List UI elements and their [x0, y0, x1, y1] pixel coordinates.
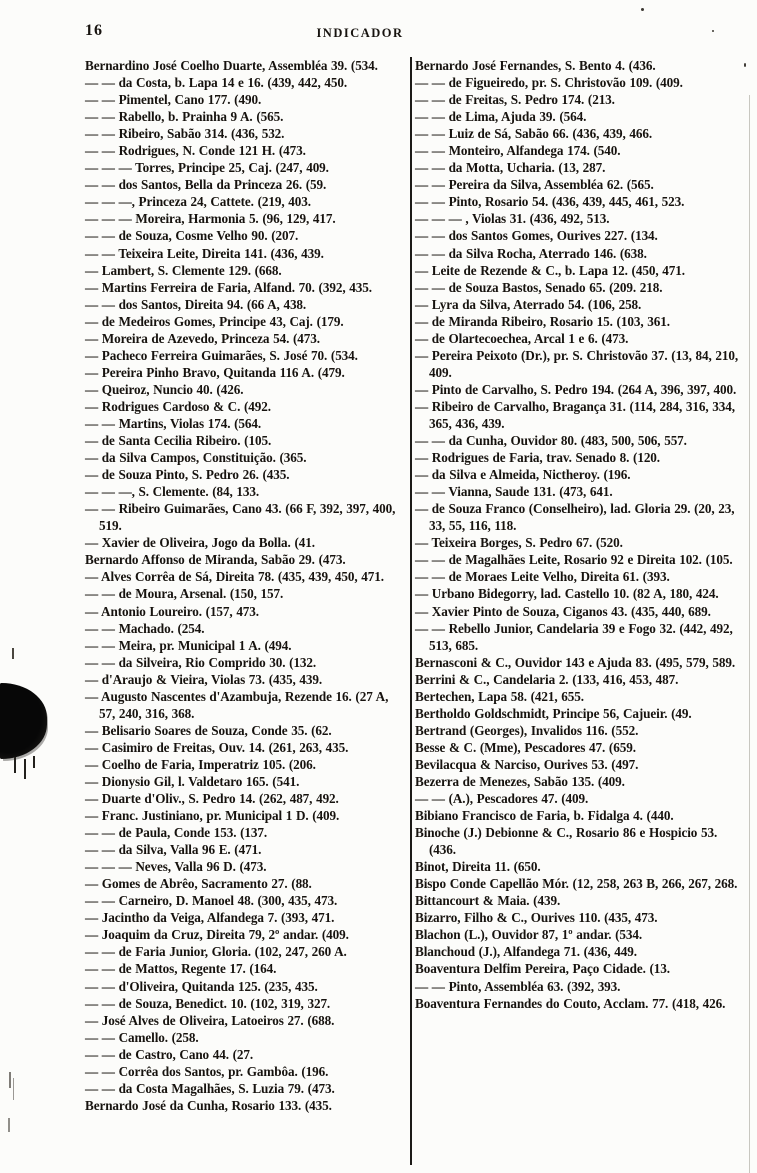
index-entry: — — d'Oliveira, Quitanda 125. (235, 435.: [85, 978, 318, 994]
index-entry: — Ribeiro de Carvalho, Bragança 31. (114, 284, 316, 334, 365, 436, 439.: [415, 398, 735, 431]
index-entry: — — Carneiro, D. Manoel 48. (300, 435, 473.: [85, 893, 338, 909]
index-entry: — — Pinto, Rosario 54. (436, 439, 445, 461, 523.: [415, 194, 685, 210]
index-entry: — de Olartecoechea, Arcal 1 e 6. (473.: [415, 330, 629, 346]
index-entry: — — de Lima, Ajuda 39. (564.: [415, 109, 587, 125]
index-entry: — — dos Santos, Bella da Princeza 26. (59.: [85, 177, 327, 193]
index-entry: Blachon (L.), Ouvidor 87, 1º andar. (534.: [415, 927, 643, 943]
index-entry: — de Medeiros Gomes, Principe 43, Caj. (179.: [85, 313, 344, 329]
index-entry: — Xavier de Oliveira, Jogo da Bolla. (41.: [85, 535, 315, 551]
index-entry: — Casimiro de Freitas, Ouv. 14. (261, 263, 435.: [85, 739, 349, 755]
index-entry: — Dionysio Gil, l. Valdetaro 165. (541.: [85, 773, 300, 789]
index-entry: — da Silva Campos, Constituição. (365.: [85, 450, 307, 466]
index-entry: — — Ribeiro, Sabão 314. (436, 532.: [85, 126, 285, 142]
index-entry: — Belisario Soares de Souza, Conde 35. (62.: [85, 722, 332, 738]
index-entry: Bispo Conde Capellão Mór. (12, 258, 263 B, 266, 267, 268.: [415, 876, 738, 892]
index-entry: — — Camello. (258.: [85, 1029, 199, 1045]
index-column-left: [85, 57, 407, 1165]
margin-mark: [8, 1118, 10, 1132]
index-entry: — Rodrigues de Faria, trav. Senado 8. (120.: [415, 450, 660, 466]
index-entry: — Augusto Nascentes d'Azambuja, Rezende 16. (27 A, 57, 240, 316, 368.: [85, 688, 389, 721]
index-entry: — de Santa Cecilia Ribeiro. (105.: [85, 433, 272, 449]
index-entry: — Urbano Bidegorry, lad. Castello 10. (82 A, 180, 424.: [415, 586, 719, 602]
index-entry: — — Vianna, Saude 131. (473, 641.: [415, 484, 613, 500]
index-entry: — Lyra da Silva, Aterrado 54. (106, 258.: [415, 296, 642, 312]
page-title: INDICADOR: [316, 26, 404, 40]
index-entry: — — de Moraes Leite Velho, Direita 61. (393.: [415, 569, 670, 585]
margin-mark: [9, 1072, 11, 1088]
index-column-right: [415, 57, 745, 1165]
index-entry: — — —, S. Clemente. (84, 133.: [85, 484, 260, 500]
index-entry: — — — Torres, Principe 25, Caj. (247, 409.: [85, 160, 329, 176]
index-entry: Bernardo José da Cunha, Rosario 133. (435.: [85, 1097, 332, 1113]
index-entry: — — de Paula, Conde 153. (137.: [85, 825, 268, 841]
index-entry: — José Alves de Oliveira, Latoeiros 27. (688.: [85, 1012, 335, 1028]
index-entry: — — de Faria Junior, Gloria. (102, 247, 260 A.: [85, 944, 347, 960]
index-entry: — — da Motta, Ucharia. (13, 287.: [415, 160, 606, 176]
index-entry: Bertholdo Goldschmidt, Principe 56, Cajueir. (49.: [415, 705, 692, 721]
index-entry: — — Pinto, Assembléa 63. (392, 393.: [415, 978, 621, 994]
index-entry: — Coelho de Faria, Imperatriz 105. (206.: [85, 756, 316, 772]
index-entry: — de Souza Franco (Conselheiro), lad. Gloria 29. (20, 23, 33, 55, 116, 118.: [415, 501, 735, 534]
index-entry: Bernardo José Fernandes, S. Bento 4. (436.: [415, 58, 656, 73]
ink-streak: [24, 759, 26, 779]
index-entry: — d'Araujo & Vieira, Violas 73. (435, 439.: [85, 671, 323, 687]
index-entry: — — dos Santos Gomes, Ourives 227. (134.: [415, 228, 658, 244]
index-entry: — — Monteiro, Alfandega 174. (540.: [415, 143, 621, 159]
index-entry: Boaventura Delfim Pereira, Paço Cidade. (13.: [415, 961, 670, 977]
index-entry: — — da Costa Magalhães, S. Luzia 79. (473.: [85, 1080, 335, 1096]
index-entry: — — — Moreira, Harmonia 5. (96, 129, 417.: [85, 211, 336, 227]
index-entry: — Franc. Justiniano, pr. Municipal 1 D. (409.: [85, 808, 340, 824]
index-entry: — — da Silveira, Rio Comprido 30. (132.: [85, 654, 317, 670]
index-entry: — — de Castro, Cano 44. (27.: [85, 1046, 254, 1062]
index-entry: Bizarro, Filho & C., Ourives 110. (435, 473.: [415, 910, 658, 926]
index-entry: — da Silva e Almeida, Nictheroy. (196.: [415, 467, 631, 483]
ink-smudge: [0, 683, 47, 759]
index-entry: — Pacheco Ferreira Guimarães, S. José 70. (534.: [85, 347, 358, 363]
column-divider-rule: [410, 57, 412, 1165]
index-entry: — — de Souza, Benedict. 10. (102, 319, 327.: [85, 995, 331, 1011]
index-entry: — — de Moura, Arsenal. (150, 157.: [85, 586, 284, 602]
index-entry: Bittancourt & Maia. (439.: [415, 893, 561, 909]
index-entry: — Queiroz, Nuncio 40. (426.: [85, 381, 244, 397]
index-entry: — — Teixeira Leite, Direita 141. (436, 439.: [85, 245, 324, 261]
index-entry: — — de Mattos, Regente 17. (164.: [85, 961, 277, 977]
page-number: 16: [85, 22, 103, 39]
index-entry: Bevilacqua & Narciso, Ourives 53. (497.: [415, 756, 639, 772]
index-entry: — — de Figueiredo, pr. S. Christovão 109. (409.: [415, 75, 683, 91]
index-entry: — — Pimentel, Cano 177. (490.: [85, 92, 262, 108]
index-entry: — — Rebello Junior, Candelaria 39 e Fogo 32. (442, 492, 513, 685.: [415, 620, 733, 653]
index-entry: — — Ribeiro Guimarães, Cano 43. (66 F, 392, 397, 400, 519.: [85, 501, 396, 534]
scan-speck: [744, 63, 746, 67]
index-entry: — — da Costa, b. Lapa 14 e 16. (439, 442, 450.: [85, 75, 348, 91]
page-edge-line: [749, 95, 750, 1173]
index-entry: — Gomes de Abrêo, Sacramento 27. (88.: [85, 876, 312, 892]
index-entry: — Leite de Rezende & C., b. Lapa 12. (450, 471.: [415, 262, 685, 278]
index-entry: — — Rabello, b. Prainha 9 A. (565.: [85, 109, 284, 125]
index-entry: Boaventura Fernandes do Couto, Acclam. 77. (418, 426.: [415, 995, 726, 1011]
index-entry: — Teixeira Borges, S. Pedro 67. (520.: [415, 535, 623, 551]
index-entry: Binoche (J.) Debionne & C., Rosario 86 e Hospicio 53. (436.: [415, 825, 718, 858]
scan-speck: [712, 30, 714, 32]
index-entry: — — —, Princeza 24, Cattete. (219, 403.: [85, 194, 311, 210]
margin-mark: [12, 648, 14, 659]
index-entry: Bertechen, Lapa 58. (421, 655.: [415, 688, 584, 704]
index-entry: — — Luiz de Sá, Sabão 66. (436, 439, 466.: [415, 126, 653, 142]
index-entry: — de Souza Pinto, S. Pedro 26. (435.: [85, 467, 290, 483]
index-entry: — — — Neves, Valla 96 D. (473.: [85, 859, 267, 875]
index-entry: — — de Magalhães Leite, Rosario 92 e Direita 102. (105.: [415, 552, 733, 568]
index-entry: — Pinto de Carvalho, S. Pedro 194. (264 A, 396, 397, 400.: [415, 381, 737, 397]
index-body: [85, 57, 747, 1165]
index-entry: — — de Freitas, S. Pedro 174. (213.: [415, 92, 615, 108]
index-entry: — — dos Santos, Direita 94. (66 A, 438.: [85, 296, 307, 312]
index-entry: — — — , Violas 31. (436, 492, 513.: [415, 211, 610, 227]
index-entry: — — da Silva, Valla 96 E. (471.: [85, 842, 262, 858]
index-entry: — Antonio Loureiro. (157, 473.: [85, 603, 259, 619]
index-entry: Berrini & C., Candelaria 2. (133, 416, 453, 487.: [415, 671, 679, 687]
index-entry: — — Meira, pr. Municipal 1 A. (494.: [85, 637, 292, 653]
index-entry: — Joaquim da Cruz, Direita 79, 2º andar. (409.: [85, 927, 349, 943]
index-entry: — — Rodrigues, N. Conde 121 H. (473.: [85, 143, 306, 159]
ink-streak: [14, 757, 16, 773]
index-entry: — de Miranda Ribeiro, Rosario 15. (103, 361.: [415, 313, 670, 329]
scan-speck: [641, 8, 644, 11]
index-entry: — Duarte d'Oliv., S. Pedro 14. (262, 487, 492.: [85, 791, 339, 807]
index-entry: Bernardino José Coelho Duarte, Assembléa 39. (534.: [85, 58, 378, 73]
index-entry: — Alves Corrêa de Sá, Direita 78. (435, 439, 450, 471.: [85, 569, 384, 585]
index-entry: — Xavier Pinto de Souza, Ciganos 43. (435, 440, 689.: [415, 603, 711, 619]
index-entry: — — Pereira da Silva, Assembléa 62. (565.: [415, 177, 654, 193]
index-entry: Blanchoud (J.), Alfandega 71. (436, 449.: [415, 944, 637, 960]
ink-streak: [33, 756, 35, 768]
index-entry: — — Machado. (254.: [85, 620, 205, 636]
index-entry: — Martins Ferreira de Faria, Alfand. 70. (392, 435.: [85, 279, 372, 295]
margin-mark: [13, 1078, 14, 1100]
index-entry: Besse & C. (Mme), Pescadores 47. (659.: [415, 739, 636, 755]
index-entry: — — de Souza, Cosme Velho 90. (207.: [85, 228, 299, 244]
index-entry: — — Martins, Violas 174. (564.: [85, 415, 262, 431]
index-entry: — Lambert, S. Clemente 129. (668.: [85, 262, 282, 278]
index-entry: — — da Cunha, Ouvidor 80. (483, 500, 506, 557.: [415, 433, 687, 449]
index-entry: — Pereira Peixoto (Dr.), pr. S. Christovão 37. (13, 84, 210, 409.: [415, 347, 739, 380]
index-entry: — — (A.), Pescadores 47. (409.: [415, 791, 589, 807]
index-entry: Bibiano Francisco de Faria, b. Fidalga 4. (440.: [415, 808, 674, 824]
index-entry: Bernasconi & C., Ouvidor 143 e Ajuda 83. (495, 579, 589.: [415, 654, 736, 670]
index-entry: — — Corrêa dos Santos, pr. Gambôa. (196.: [85, 1063, 329, 1079]
index-entry: Bezerra de Menezes, Sabão 135. (409.: [415, 773, 625, 789]
index-entry: — Pereira Pinho Bravo, Quitanda 116 A. (479.: [85, 364, 345, 380]
index-entry: — Moreira de Azevedo, Princeza 54. (473.: [85, 330, 320, 346]
index-entry: — Rodrigues Cardoso & C. (492.: [85, 398, 271, 414]
index-entry: Bertrand (Georges), Invalidos 116. (552.: [415, 722, 639, 738]
index-entry: — — da Silva Rocha, Aterrado 146. (638.: [415, 245, 647, 261]
index-entry: — — de Souza Bastos, Senado 65. (209. 218.: [415, 279, 663, 295]
index-entry: Binot, Direita 11. (650.: [415, 859, 541, 875]
index-entry: Bernardo Affonso de Miranda, Sabão 29. (473.: [85, 552, 346, 568]
index-entry: — Jacintho da Veiga, Alfandega 7. (393, 471.: [85, 910, 335, 926]
